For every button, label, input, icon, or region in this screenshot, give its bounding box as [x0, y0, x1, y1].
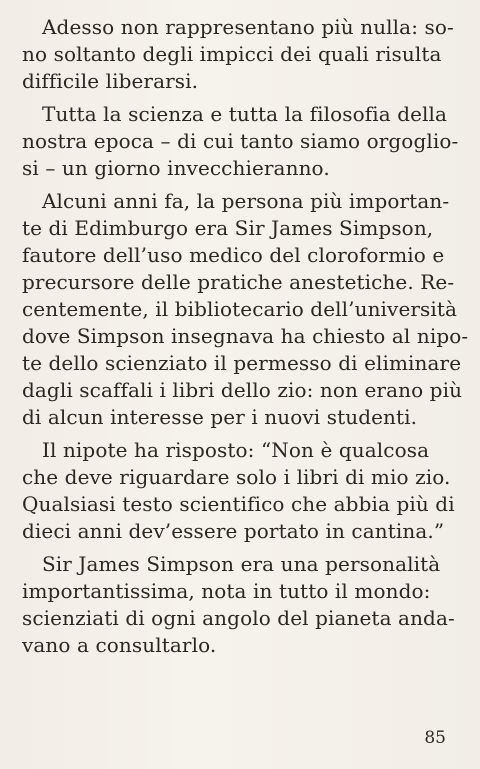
text-line: nostra epoca – di cui tanto siamo orgoglio- — [22, 129, 459, 153]
text-line: vano a consultarlo. — [22, 633, 217, 657]
text-line: Qualsiasi testo scientifico che abbia più di — [22, 492, 455, 516]
page-number: 85 — [424, 728, 446, 748]
text-line: te di Edimburgo era Sir James Simpson, — [22, 216, 434, 240]
text-line: Adesso non rappresentano più nulla: so- — [42, 15, 454, 39]
text-line: importantissima, nota in tutto il mondo: — [22, 579, 431, 603]
text-line: te dello scienziato il permesso di eliminare — [22, 351, 462, 375]
text-line: dieci anni dev’essere portato in cantina.” — [22, 519, 445, 543]
text-line: Tutta la scienza e tutta la filosofia della — [42, 102, 448, 126]
text-line: no soltanto degli impicci dei quali risulta — [22, 42, 442, 66]
body-text — [22, 14, 469, 665]
text-line: precursore delle pratiche anestetiche. Re- — [22, 270, 455, 294]
text-line: Alcuni anni fa, la persona più importan- — [42, 189, 450, 213]
text-line: si – un giorno invecchieranno. — [22, 156, 330, 180]
paragraph-3 — [22, 188, 469, 431]
text-line: Il nipote ha risposto: “Non è qualcosa — [42, 438, 430, 462]
text-line: dagli scaffali i libri dello zio: non erano più — [22, 378, 463, 402]
paragraph-4 — [22, 437, 455, 545]
text-line: che deve riguardare solo i libri di mio zio. — [22, 465, 451, 489]
text-line: dove Simpson insegnava ha chiesto al nipo- — [22, 324, 469, 348]
paragraph-2 — [22, 101, 459, 182]
text-line: di alcun interesse per i nuovi studenti. — [22, 405, 418, 429]
text-line: fautore dell’uso medico del cloroformio e — [22, 243, 445, 267]
text-line: centemente, il bibliotecario dell’università — [22, 297, 458, 321]
text-line: difficile liberarsi. — [22, 69, 199, 93]
paragraph-1 — [22, 14, 452, 95]
text-line: scienziati di ogni angolo del pianeta anda- — [22, 606, 455, 630]
text-line: Sir James Simpson era una personalità — [42, 552, 441, 576]
paragraph-5 — [22, 551, 455, 659]
